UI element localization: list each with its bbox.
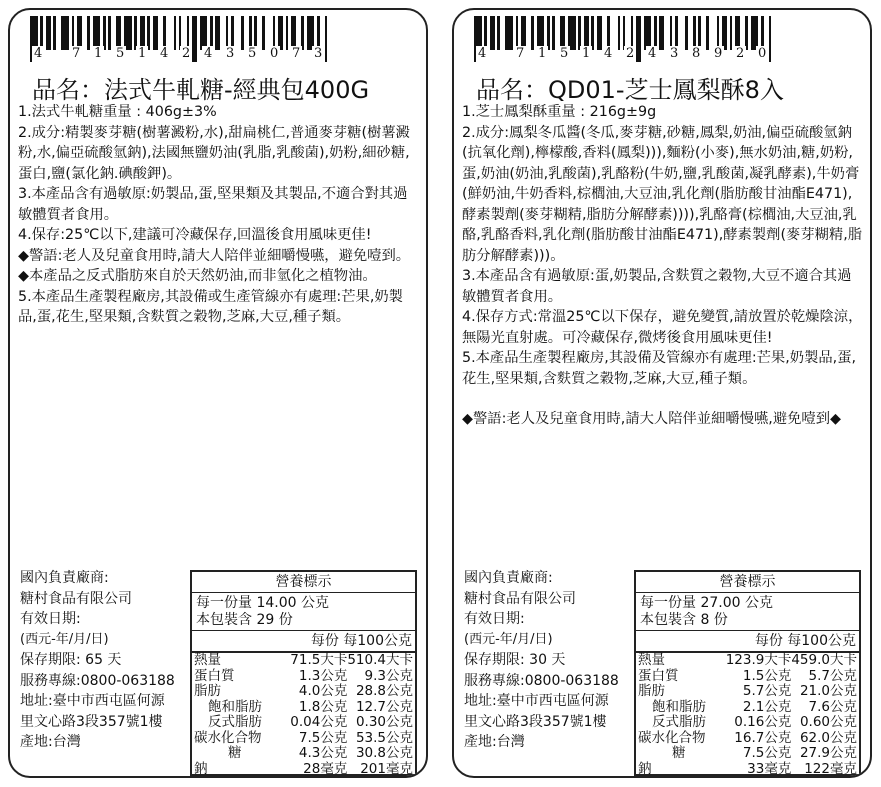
barcode-digit: 1 [538,46,547,61]
barcode-bar [678,16,686,50]
table-row [636,684,859,700]
nutrient-name: 鈉 [194,760,208,777]
per-100g: 9.3公克 [364,667,413,684]
per-100g: 122毫克 [804,760,857,777]
company-info [20,568,190,753]
per-100g: 7.6公克 [808,698,857,715]
barcode-digit: 2 [182,46,191,61]
nutrition-heading: 營養標示 [636,572,859,593]
barcode-bar [610,16,618,50]
table-row [192,715,415,731]
barcode-digit: 4 [604,46,613,61]
company-line: 服務專線:0800-063188 [20,672,175,689]
barcode-digit: 3 [226,46,235,61]
paragraph-facility: 5.本產品生產製程廠房,其設備或生產管線亦有處理:芒果,奶製品,蛋,花生,堅果類,含麩質之穀物,芝麻,大豆,種子類。 [18,288,403,325]
barcode-bars [474,16,780,50]
barcode-bars [30,16,336,50]
barcode-digit: 2 [736,46,745,61]
per-100g: 5.7公克 [808,667,857,684]
barcode-digit: 7 [516,46,525,61]
serving-size: 每一份量 27.00 公克 [640,595,773,611]
nutrition-rows [192,653,415,777]
barcode-digit: 7 [72,46,81,61]
nutrient-name: 糖 [672,745,686,761]
barcode-digit: 3 [314,46,323,61]
barcode-bar [265,16,273,50]
per-100g: 30.8公克 [355,745,413,761]
paragraph-allergens: 3.本產品含有過敏原:奶製品,蛋,堅果類及其製品,不適合對其過敏體質者食用。 [18,186,408,223]
company-line: (西元-年/月/日) [464,631,553,647]
nutrition-table [190,570,417,776]
nutrient-name: 飽和脂肪 [652,698,706,715]
barcode-bar [327,16,330,50]
per-100g: 0.30公克 [355,714,413,730]
product-label-left [8,8,428,778]
nutrient-name: 飽和脂肪 [208,698,262,715]
per-serving: 71.5大卡 [290,652,348,668]
nutrient-name: 蛋白質 [638,667,679,684]
barcode-bar [124,16,132,50]
barcode-digit: 4 [478,46,487,61]
per-100g: 510.4大卡 [347,652,413,668]
per-serving: 28毫克 [303,760,348,777]
product-title: 品名：法式牛軋糖-經典包400G [32,76,370,104]
servings-per-package: 本包裝含 8 份 [640,612,728,628]
per-100g: 201毫克 [360,760,413,777]
nutrient-name: 碳水化合物 [194,729,262,746]
paragraph-allergens: 3.本產品含有過敏原:蛋,奶製品,含麩質之穀物,大豆不適合其過敏體質者食用。 [462,268,852,305]
barcode-bar [200,16,208,50]
nutrient-name: 鈉 [638,760,652,777]
table-row [636,669,859,685]
per-serving: 33毫克 [747,760,792,777]
nutrition-heading: 營養標示 [192,572,415,593]
barcode-digit: 5 [248,46,257,61]
nutrition-rows [636,653,859,777]
per-serving: 0.16公克 [734,714,792,730]
barcode-digit: 5 [560,46,569,61]
barcode-digit: 4 [34,46,43,61]
barcode-digit: 4 [160,46,169,61]
per-100g: 0.60公克 [799,714,857,730]
company-line: 有效日期: [464,611,525,627]
company-line: (西元-年/月/日) [20,631,109,647]
barcode-bar [166,16,174,50]
per-100g: 21.0公克 [799,683,857,699]
per-100g: 28.8公克 [355,683,413,699]
barcode-digit: 3 [670,46,679,61]
table-row [192,700,415,716]
paragraph-storage: 4.保存方式:常溫25℃以下保存，避免變質,請放置於乾燥陰涼，無陽光直射處。可冷藏保存,微烤後食用風味更佳! [462,309,863,346]
barcode-bar [709,16,717,50]
per-serving: 2.1公克 [742,698,792,715]
barcode-bar [61,16,69,50]
paragraph-weight: 1.芝士鳳梨酥重量 : 216g±9g [462,104,657,120]
barcode-bar [307,16,315,50]
barcode-digit: 8 [692,46,701,61]
barcode-bar [93,16,101,50]
paragraph-weight: 1.法式牛軋糖重量 : 406g±3% [18,104,217,120]
company-line: 國內負責廠商: [464,570,553,586]
table-row [192,684,415,700]
company-line: 產地:台灣 [464,734,525,750]
paragraph-warning: ◆警語:老人及兒童食用時,請大人陪伴並細嚼慢嚥，避免噎到。 [18,247,411,264]
barcode-digit: 1 [582,46,591,61]
company-info [464,568,634,753]
barcode-digits [30,46,336,62]
per-100g: 27.9公克 [799,745,857,761]
nutrition-column-header: 每份 每100公克 [636,631,859,653]
servings-per-package: 本包裝含 29 份 [196,612,293,628]
barcode-digit: 1 [138,46,147,61]
barcode-digit: 5 [116,46,125,61]
per-100g: 12.7公克 [355,698,413,715]
table-row [192,653,415,669]
nutrition-table [634,570,861,776]
nutrition-serving [192,593,415,631]
per-serving: 1.3公克 [298,667,348,684]
nutrient-name: 反式脂肪 [652,714,706,730]
paragraph-ingredients: 2.成分:精製麥芽糖(樹薯澱粉,水),甜扁桃仁,普通麥芽糖(樹薯澱粉,水,偏亞硫酸氫鈉),法國無鹽奶油(乳脂,乳酸菌),奶粉,細砂糖,蛋白,鹽(氯化鈉.碘酸鉀)。 [18,124,410,182]
table-row [636,700,859,716]
company-line: 糖村食品有限公司 [464,590,576,607]
paragraph-trans-fat: ◆本產品之反式脂肪來自於天然奶油,而非氫化之植物油。 [18,268,377,284]
per-serving: 123.9大卡 [725,652,792,668]
table-row [192,731,415,747]
nutrient-name: 反式脂肪 [208,714,262,730]
company-line: 產地:台灣 [20,734,81,750]
table-row [636,746,859,762]
barcode-digit: 4 [204,46,213,61]
table-row [192,669,415,685]
paragraph-ingredients: 2.成分:鳳梨冬瓜醬(冬瓜,麥芽糖,砂糖,鳳梨,奶油,偏亞硫酸氫鈉(抗氧化劑),檸檬酸,香料(鳳梨))),麵粉(小麥),無水奶油,糖,奶粉,蛋,奶油(奶油,乳酸菌),乳酪粉(牛奶,鹽,乳酸菌,凝乳酵素),牛奶膏(鮮奶油,牛奶香料,棕櫚油,大豆油,乳化劑(脂肪酸甘油酯E471),酵素製劑(麥芽糊精,脂肪分解酵素)))),乳酪膏(棕櫚油,大豆油,乳酪,乳酪香料,乳化劑(脂肪酸甘油酯E471),酵素製劑(麥芽糊精,脂肪分解酵素)))。 [462,124,863,264]
per-serving: 4.0公克 [298,683,348,699]
nutrient-name: 糖 [228,745,242,761]
nutrient-name: 脂肪 [194,683,221,699]
barcode-digit: 9 [714,46,723,61]
per-serving: 1.5公克 [742,667,792,684]
table-row [636,715,859,731]
barcode-digit: 4 [648,46,657,61]
per-100g: 459.0大卡 [791,652,857,668]
per-serving: 4.3公克 [298,745,348,761]
table-row [192,746,415,762]
barcode [30,16,336,62]
product-label-right [452,8,872,778]
product-title: 品名：QD01-芝士鳳梨酥8入 [476,76,784,104]
barcode-digit: 7 [292,46,301,61]
per-serving: 16.7公克 [734,729,792,746]
barcode-digit: 0 [758,46,767,61]
barcode-bar [771,16,774,50]
company-line: 保存期限: 30 天 [464,652,566,668]
company-line: 國內負責廠商: [20,570,109,586]
barcode-bar [644,16,652,50]
per-100g: 62.0公克 [799,729,857,746]
company-line: 里文心路3段357號1樓 [464,713,607,730]
product-description [462,102,864,430]
nutrient-name: 熱量 [638,652,665,668]
company-line: 有效日期: [20,611,81,627]
table-row [636,653,859,669]
per-serving: 7.5公克 [298,729,348,746]
barcode-bar [751,16,759,50]
nutrient-name: 脂肪 [638,683,665,699]
nutrient-name: 熱量 [194,652,221,668]
company-line: 保存期限: 65 天 [20,652,122,668]
barcode-digit: 1 [94,46,103,61]
nutrition-serving [636,593,859,631]
company-line: 服務專線:0800-063188 [464,672,619,689]
paragraph-facility: 5.本產品生產製程廠房,其設備及管線亦有處理:芒果,奶製品,蛋,花生,堅果類,含麩質之穀物,芝麻,大豆,種子類。 [462,350,857,387]
paragraph-storage: 4.保存:25℃以下,建議可冷藏保存,回溫後食用風味更佳! [18,227,372,243]
serving-size: 每一份量 14.00 公克 [196,595,329,611]
nutrition-column-header: 每份 每100公克 [192,631,415,653]
per-serving: 7.5公克 [742,745,792,761]
table-row [192,762,415,778]
product-description [18,102,420,328]
barcode-digit: 2 [626,46,635,61]
barcode-digit: 0 [270,46,279,61]
barcode-bar [537,16,545,50]
table-row [636,731,859,747]
table-row [636,762,859,778]
per-serving: 0.04公克 [290,714,348,730]
paragraph-warning: ◆警語:老人及兒童食用時,請大人陪伴並細嚼慢嚥,避免噎到◆ [462,411,842,427]
company-line: 地址:臺中市西屯區何源 [20,693,165,709]
per-100g: 53.5公克 [355,729,413,746]
barcode [474,16,780,62]
nutrient-name: 蛋白質 [194,667,235,684]
per-serving: 5.7公克 [742,683,792,699]
barcode-bar [568,16,576,50]
per-serving: 1.8公克 [298,698,348,715]
nutrient-name: 碳水化合物 [638,729,706,746]
barcode-digits [474,46,780,62]
barcode-bar [234,16,242,50]
barcode-bar [505,16,513,50]
company-line: 里文心路3段357號1樓 [20,713,163,730]
company-line: 糖村食品有限公司 [20,590,132,607]
company-line: 地址:臺中市西屯區何源 [464,693,609,709]
